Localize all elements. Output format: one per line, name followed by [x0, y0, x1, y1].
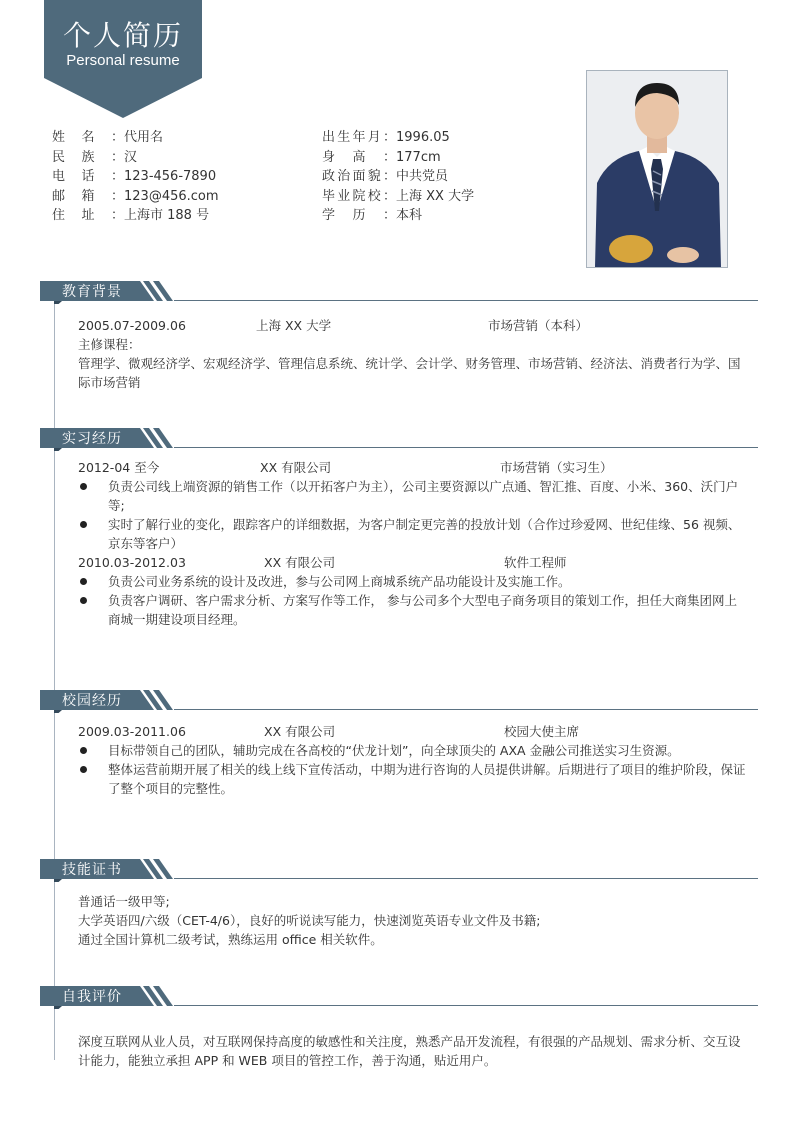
courses-list: 管理学、微观经济学、宏观经济学、管理信息系统、统计学、会计学、财务管理、市场营销、经济法、消费者行为学、国际市场营销 — [78, 356, 741, 390]
skill-line: 大学英语四/六级（CET-4/6），良好的听说读写能力，快速浏览英语专业文件及书籍; — [78, 913, 541, 928]
resume-banner — [44, 0, 202, 118]
job-bullet: 负责公司线上端资源的销售工作（以开拓客户为主），公司主要资源以广点通、智汇推、百度、小米、360、沃门户等; — [78, 477, 746, 515]
section-header-internship — [40, 425, 758, 451]
section-header-education — [40, 278, 758, 304]
section-header-skills — [40, 856, 758, 882]
job-bullet: 实时了解行业的变化，跟踪客户的详细数据，为客户制定更完善的投放计划（合作过珍爱网、世纪佳缘、56 视频、京东等客户） — [78, 515, 746, 553]
campus-bullet: 整体运营前期开展了相关的线上线下宣传活动，中期为进行咨询的人员提供讲解。后期进行了项目的维护阶段，保证了整个项目的完整性。 — [78, 760, 746, 798]
skills-content — [78, 892, 746, 949]
job-row: 2010.03-2012.03 XX 有限公司 软件工程师 — [78, 555, 567, 570]
section-rule — [174, 1005, 758, 1006]
internship-content — [78, 458, 746, 629]
info-row-politics: 政治面貌：中共党员 — [322, 169, 449, 184]
section-title: 校园经历 — [62, 693, 122, 709]
person-photo-illustration — [587, 71, 727, 267]
job-row: 2012-04 至今 XX 有限公司 市场营销（实习生） — [78, 460, 613, 475]
bullet-dot-icon — [80, 521, 87, 528]
section-rule — [174, 709, 758, 710]
section-rule — [174, 300, 758, 301]
section-title: 实习经历 — [62, 431, 122, 447]
education-row: 2005.07-2009.06 上海 XX 大学 市场营销（本科） — [78, 318, 589, 333]
campus-row: 2009.03-2011.06 XX 有限公司 校园大使主席 — [78, 724, 580, 739]
page-subtitle: Personal resume — [66, 52, 180, 69]
timeline-line — [54, 290, 55, 1060]
bullet-dot-icon — [80, 483, 87, 490]
bullet-dot-icon — [80, 747, 87, 754]
info-row-birth: 出生年月：1996.05 — [322, 130, 450, 145]
campus-content — [78, 722, 746, 798]
personal-info-right — [322, 128, 474, 226]
page-title: 个人简历 — [62, 19, 183, 52]
self-evaluation-text: 深度互联网从业人员，对互联网保持高度的敏感性和关注度，熟悉产品开发流程，有很强的产品规划、需求分析、交互设计能力，能独立承担 APP 和 WEB 项目的管控工作，善于沟通，贴近用户。 — [78, 1034, 741, 1068]
section-rule — [174, 447, 758, 448]
info-row-school: 毕业院校：上海 XX 大学 — [322, 188, 475, 204]
section-rule — [174, 878, 758, 879]
self-evaluation-content — [78, 1032, 746, 1070]
bullet-dot-icon — [80, 766, 87, 773]
personal-info-left — [52, 128, 219, 226]
info-row-phone: 电话：123-456-7890 — [52, 169, 217, 184]
skill-line: 普通话一级甲等; — [78, 894, 170, 909]
job-bullet: 负责公司业务系统的设计及改进，参与公司网上商城系统产品功能设计及实施工作。 — [78, 572, 746, 591]
info-row-ethnicity: 民族：汉 — [52, 149, 138, 165]
courses-label: 主修课程： — [78, 337, 141, 352]
section-title: 技能证书 — [62, 862, 122, 878]
skill-line: 通过全国计算机二级考试，熟练运用 office 相关软件。 — [78, 932, 383, 947]
info-row-email: 邮箱：123@456.com — [52, 188, 219, 204]
info-row-height: 身高：177cm — [322, 149, 441, 165]
section-title: 教育背景 — [62, 284, 122, 300]
section-header-self — [40, 983, 758, 1009]
info-row-degree: 学历：本科 — [322, 208, 423, 223]
job-bullet: 负责客户调研、客户需求分析、方案写作等工作， 参与公司多个大型电子商务项目的策划工作，担任大商集团网上商城一期建设项目经理。 — [78, 591, 746, 629]
campus-bullet: 目标带领自己的团队，辅助完成在各高校的“伏龙计划”，向全球顶尖的 AXA 金融公司推送实习生资源。 — [78, 741, 746, 760]
section-header-campus — [40, 687, 758, 713]
profile-photo — [586, 70, 728, 268]
bullet-dot-icon — [80, 597, 87, 604]
section-title: 自我评价 — [62, 989, 122, 1005]
bullet-dot-icon — [80, 578, 87, 585]
education-content — [78, 316, 746, 392]
info-row-address: 住址：上海市 188 号 — [52, 208, 210, 223]
info-row-name: 姓名：代用名 — [52, 130, 164, 145]
